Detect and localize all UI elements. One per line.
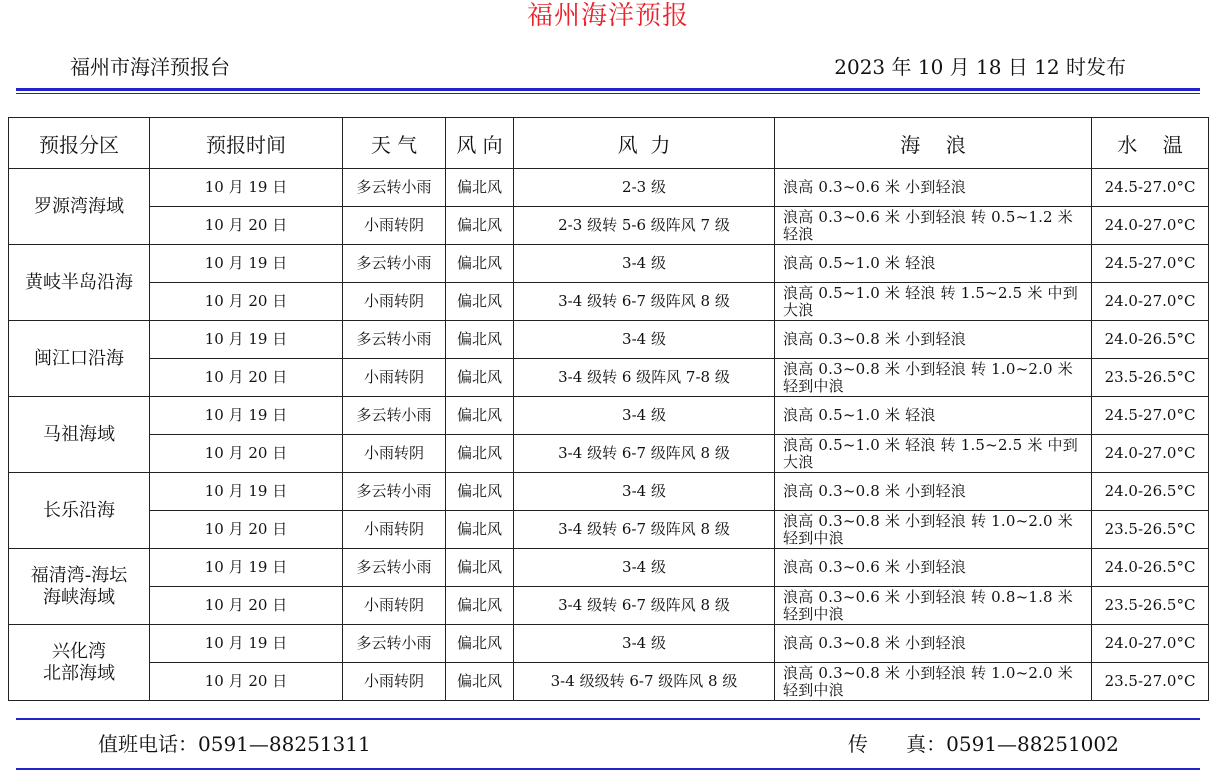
water-temp-cell: 23.5-26.5°C <box>1092 511 1209 549</box>
zone-name: 兴化湾 北部海域 <box>9 625 150 701</box>
wind-direction-cell: 偏北风 <box>446 473 514 511</box>
forecast-date: 10 月 19 日 <box>150 397 343 435</box>
footer-rule-bottom <box>16 768 1200 770</box>
wave-cell: 浪高 0.3~0.6 米 小到轻浪 <box>775 549 1092 587</box>
col-header-wind-direction: 风 向 <box>446 118 514 169</box>
table-row <box>9 359 1209 397</box>
forecast-date: 10 月 20 日 <box>150 663 343 701</box>
forecast-date: 10 月 20 日 <box>150 435 343 473</box>
table-row <box>9 473 1209 511</box>
wind-force-cell: 2-3 级转 5-6 级阵风 7 级 <box>514 207 775 245</box>
col-header-weather: 天 气 <box>343 118 446 169</box>
wind-force-cell: 3-4 级 <box>514 473 775 511</box>
water-temp-cell: 24.0-26.5°C <box>1092 321 1209 359</box>
col-header-wind-force: 风 力 <box>514 118 775 169</box>
col-header-water-temp: 水 温 <box>1092 118 1209 169</box>
wave-cell: 浪高 0.5~1.0 米 轻浪 转 1.5~2.5 米 中到大浪 <box>775 435 1092 473</box>
zone-name: 罗源湾海域 <box>9 169 150 245</box>
wind-direction-cell: 偏北风 <box>446 397 514 435</box>
zone-name: 马祖海域 <box>9 397 150 473</box>
wave-cell: 浪高 0.3~0.8 米 小到轻浪 转 1.0~2.0 米 轻到中浪 <box>775 511 1092 549</box>
forecast-body <box>9 169 1209 701</box>
weather-cell: 小雨转阴 <box>343 283 446 321</box>
wind-direction-cell: 偏北风 <box>446 549 514 587</box>
forecast-date: 10 月 19 日 <box>150 549 343 587</box>
fax-number: 传 真：0591—88251002 <box>848 732 1119 756</box>
table-header-row <box>9 118 1209 169</box>
forecast-date: 10 月 19 日 <box>150 473 343 511</box>
zone-name: 福清湾-海坛 海峡海域 <box>9 549 150 625</box>
wind-direction-cell: 偏北风 <box>446 207 514 245</box>
wind-direction-cell: 偏北风 <box>446 587 514 625</box>
footer-rule-top <box>16 718 1200 720</box>
water-temp-cell: 24.0-26.5°C <box>1092 549 1209 587</box>
water-temp-cell: 24.5-27.0°C <box>1092 397 1209 435</box>
forecast-date: 10 月 19 日 <box>150 245 343 283</box>
water-temp-cell: 23.5-27.0°C <box>1092 663 1209 701</box>
water-temp-cell: 23.5-26.5°C <box>1092 587 1209 625</box>
wind-force-cell: 3-4 级转 6 级阵风 7-8 级 <box>514 359 775 397</box>
wave-cell: 浪高 0.3~0.8 米 小到轻浪 转 1.0~2.0 米 轻到中浪 <box>775 663 1092 701</box>
forecast-date: 10 月 20 日 <box>150 511 343 549</box>
wind-force-cell: 3-4 级转 6-7 级阵风 8 级 <box>514 587 775 625</box>
wind-direction-cell: 偏北风 <box>446 359 514 397</box>
table-row <box>9 207 1209 245</box>
forecast-date: 10 月 20 日 <box>150 359 343 397</box>
col-header-zone: 预报分区 <box>9 118 150 169</box>
issue-time: 2023 年 10 月 18 日 12 时发布 <box>834 55 1126 79</box>
weather-cell: 多云转小雨 <box>343 549 446 587</box>
weather-cell: 多云转小雨 <box>343 245 446 283</box>
zone-name: 长乐沿海 <box>9 473 150 549</box>
table-row <box>9 245 1209 283</box>
water-temp-cell: 24.0-27.0°C <box>1092 283 1209 321</box>
wind-force-cell: 3-4 级 <box>514 549 775 587</box>
wind-force-cell: 3-4 级 <box>514 625 775 663</box>
wave-cell: 浪高 0.5~1.0 米 轻浪 <box>775 245 1092 283</box>
col-header-time: 预报时间 <box>150 118 343 169</box>
weather-cell: 多云转小雨 <box>343 625 446 663</box>
wind-force-cell: 2-3 级 <box>514 169 775 207</box>
table-row <box>9 397 1209 435</box>
weather-cell: 多云转小雨 <box>343 169 446 207</box>
forecast-date: 10 月 19 日 <box>150 321 343 359</box>
wave-cell: 浪高 0.3~0.8 米 小到轻浪 <box>775 321 1092 359</box>
page-title: 福州海洋预报 <box>526 1 689 31</box>
col-header-wave: 海 浪 <box>775 118 1092 169</box>
table-row <box>9 549 1209 587</box>
wind-direction-cell: 偏北风 <box>446 283 514 321</box>
weather-cell: 小雨转阴 <box>343 435 446 473</box>
forecast-date: 10 月 20 日 <box>150 283 343 321</box>
wind-direction-cell: 偏北风 <box>446 511 514 549</box>
zone-name: 闽江口沿海 <box>9 321 150 397</box>
weather-cell: 小雨转阴 <box>343 359 446 397</box>
water-temp-cell: 24.5-27.0°C <box>1092 245 1209 283</box>
issuer-name: 福州市海洋预报台 <box>70 55 230 79</box>
forecast-date: 10 月 19 日 <box>150 625 343 663</box>
table-row <box>9 511 1209 549</box>
wind-force-cell: 3-4 级转 6-7 级阵风 8 级 <box>514 511 775 549</box>
table-row <box>9 663 1209 701</box>
water-temp-cell: 24.0-27.0°C <box>1092 207 1209 245</box>
forecast-date: 10 月 20 日 <box>150 207 343 245</box>
table-row <box>9 283 1209 321</box>
wind-force-cell: 3-4 级 <box>514 397 775 435</box>
wave-cell: 浪高 0.3~0.6 米 小到轻浪 转 0.5~1.2 米 轻浪 <box>775 207 1092 245</box>
weather-cell: 多云转小雨 <box>343 321 446 359</box>
wind-direction-cell: 偏北风 <box>446 435 514 473</box>
weather-cell: 小雨转阴 <box>343 663 446 701</box>
forecast-date: 10 月 19 日 <box>150 169 343 207</box>
wind-direction-cell: 偏北风 <box>446 625 514 663</box>
weather-cell: 小雨转阴 <box>343 511 446 549</box>
table-row <box>9 625 1209 663</box>
water-temp-cell: 24.0-26.5°C <box>1092 473 1209 511</box>
wave-cell: 浪高 0.3~0.8 米 小到轻浪 转 1.0~2.0 米 轻到中浪 <box>775 359 1092 397</box>
table-row <box>9 169 1209 207</box>
water-temp-cell: 24.0-27.0°C <box>1092 625 1209 663</box>
table-row <box>9 587 1209 625</box>
wind-force-cell: 3-4 级转 6-7 级阵风 8 级 <box>514 435 775 473</box>
weather-cell: 小雨转阴 <box>343 207 446 245</box>
wave-cell: 浪高 0.3~0.8 米 小到轻浪 <box>775 625 1092 663</box>
wind-direction-cell: 偏北风 <box>446 245 514 283</box>
duty-phone: 值班电话：0591—88251311 <box>98 732 371 756</box>
water-temp-cell: 24.5-27.0°C <box>1092 169 1209 207</box>
weather-cell: 多云转小雨 <box>343 473 446 511</box>
wind-direction-cell: 偏北风 <box>446 169 514 207</box>
wind-force-cell: 3-4 级 <box>514 321 775 359</box>
water-temp-cell: 23.5-26.5°C <box>1092 359 1209 397</box>
forecast-date: 10 月 20 日 <box>150 587 343 625</box>
header-rule-thin <box>16 93 1200 94</box>
wind-direction-cell: 偏北风 <box>446 321 514 359</box>
weather-cell: 小雨转阴 <box>343 587 446 625</box>
wave-cell: 浪高 0.3~0.6 米 小到轻浪 转 0.8~1.8 米 轻到中浪 <box>775 587 1092 625</box>
zone-name: 黄岐半岛沿海 <box>9 245 150 321</box>
wind-direction-cell: 偏北风 <box>446 663 514 701</box>
weather-cell: 多云转小雨 <box>343 397 446 435</box>
wave-cell: 浪高 0.3~0.6 米 小到轻浪 <box>775 169 1092 207</box>
wave-cell: 浪高 0.5~1.0 米 轻浪 转 1.5~2.5 米 中到大浪 <box>775 283 1092 321</box>
table-row <box>9 435 1209 473</box>
wind-force-cell: 3-4 级转 6-7 级阵风 8 级 <box>514 283 775 321</box>
forecast-table <box>8 117 1209 701</box>
wind-force-cell: 3-4 级级转 6-7 级阵风 8 级 <box>514 663 775 701</box>
water-temp-cell: 24.0-27.0°C <box>1092 435 1209 473</box>
wind-force-cell: 3-4 级 <box>514 245 775 283</box>
wave-cell: 浪高 0.5~1.0 米 轻浪 <box>775 397 1092 435</box>
wave-cell: 浪高 0.3~0.8 米 小到轻浪 <box>775 473 1092 511</box>
header-rule-thick <box>16 88 1200 91</box>
table-row <box>9 321 1209 359</box>
